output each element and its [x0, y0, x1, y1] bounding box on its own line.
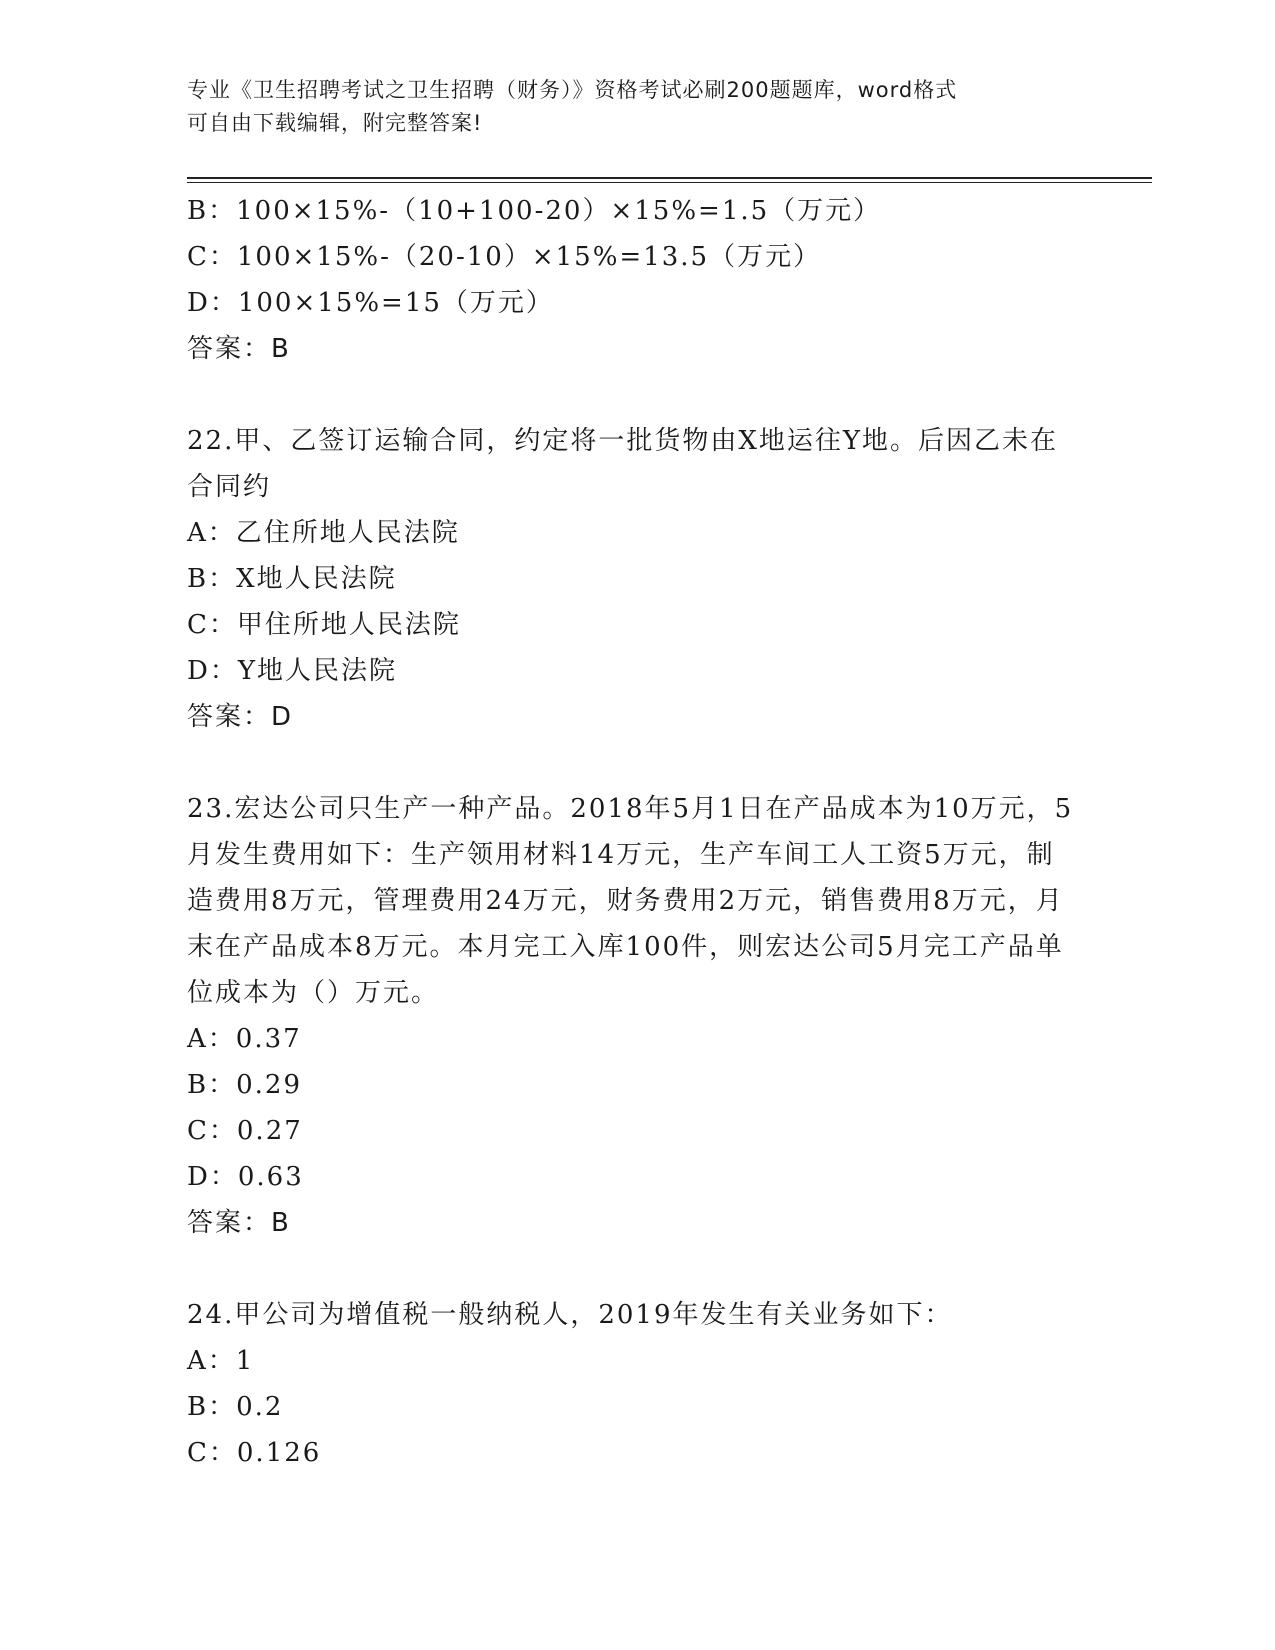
answer-line: 答案：D — [187, 702, 294, 732]
question-stem: 22.甲、乙签订运输合同，约定将一批货物由X地运往Y地。后因乙未在合同约 — [187, 426, 1059, 502]
question-stem: 23.宏达公司只生产一种产品。2018年5月1日在产品成本为10万元，5月发生费用如下：生产领用材料14万元，生产车间工人工资5万元，制造费用8万元，管理费用24万元，财务费用2万元，销售费用8万元，月末在产品成本8万元。本月完工入库100件，则宏达公司5月完工产品单位成本为（）万元。 — [187, 794, 1074, 1008]
option-c: C：甲住所地人民法院 — [187, 610, 461, 640]
option-c: C：100×15%-（20-10）×15%=13.5（万元） — [187, 242, 822, 272]
option-b: B：0.2 — [187, 1392, 284, 1422]
header-title-line2: 可自由下载编辑，附完整答案! — [187, 111, 483, 135]
question-stem: 24.甲公司为增值税一般纳税人，2019年发生有关业务如下： — [187, 1300, 953, 1330]
answer-line: 答案：B — [187, 1208, 291, 1238]
option-a: A：1 — [187, 1346, 255, 1376]
spacer — [187, 372, 1077, 418]
option-d: D：Y地人民法院 — [187, 656, 398, 686]
header-title-line1: 专业《卫生招聘考试之卫生招聘（财务）》资格考试必刷200题题库，word格式 — [187, 78, 958, 102]
answer-line: 答案：B — [187, 334, 291, 364]
option-a: A：0.37 — [187, 1024, 302, 1054]
header-divider-thin — [187, 182, 1152, 183]
spacer — [187, 1246, 1077, 1292]
option-d: D：0.63 — [187, 1162, 304, 1192]
document-header — [187, 74, 1067, 140]
spacer — [187, 740, 1077, 786]
option-b: B：X地人民法院 — [187, 564, 397, 594]
option-a: A：乙住所地人民法院 — [187, 518, 460, 548]
header-divider-thick — [187, 177, 1152, 179]
question-23 — [187, 786, 1077, 1246]
option-c: C：0.126 — [187, 1438, 322, 1468]
option-d: D：100×15%=15（万元） — [187, 288, 554, 318]
question-21-continuation — [187, 188, 1077, 372]
question-24 — [187, 1292, 1077, 1476]
option-b: B：0.29 — [187, 1070, 302, 1100]
question-list — [187, 188, 1077, 1476]
option-c: C：0.27 — [187, 1116, 303, 1146]
question-22 — [187, 418, 1077, 740]
option-b: B：100×15%-（10+100-20）×15%=1.5（万元） — [187, 196, 882, 226]
